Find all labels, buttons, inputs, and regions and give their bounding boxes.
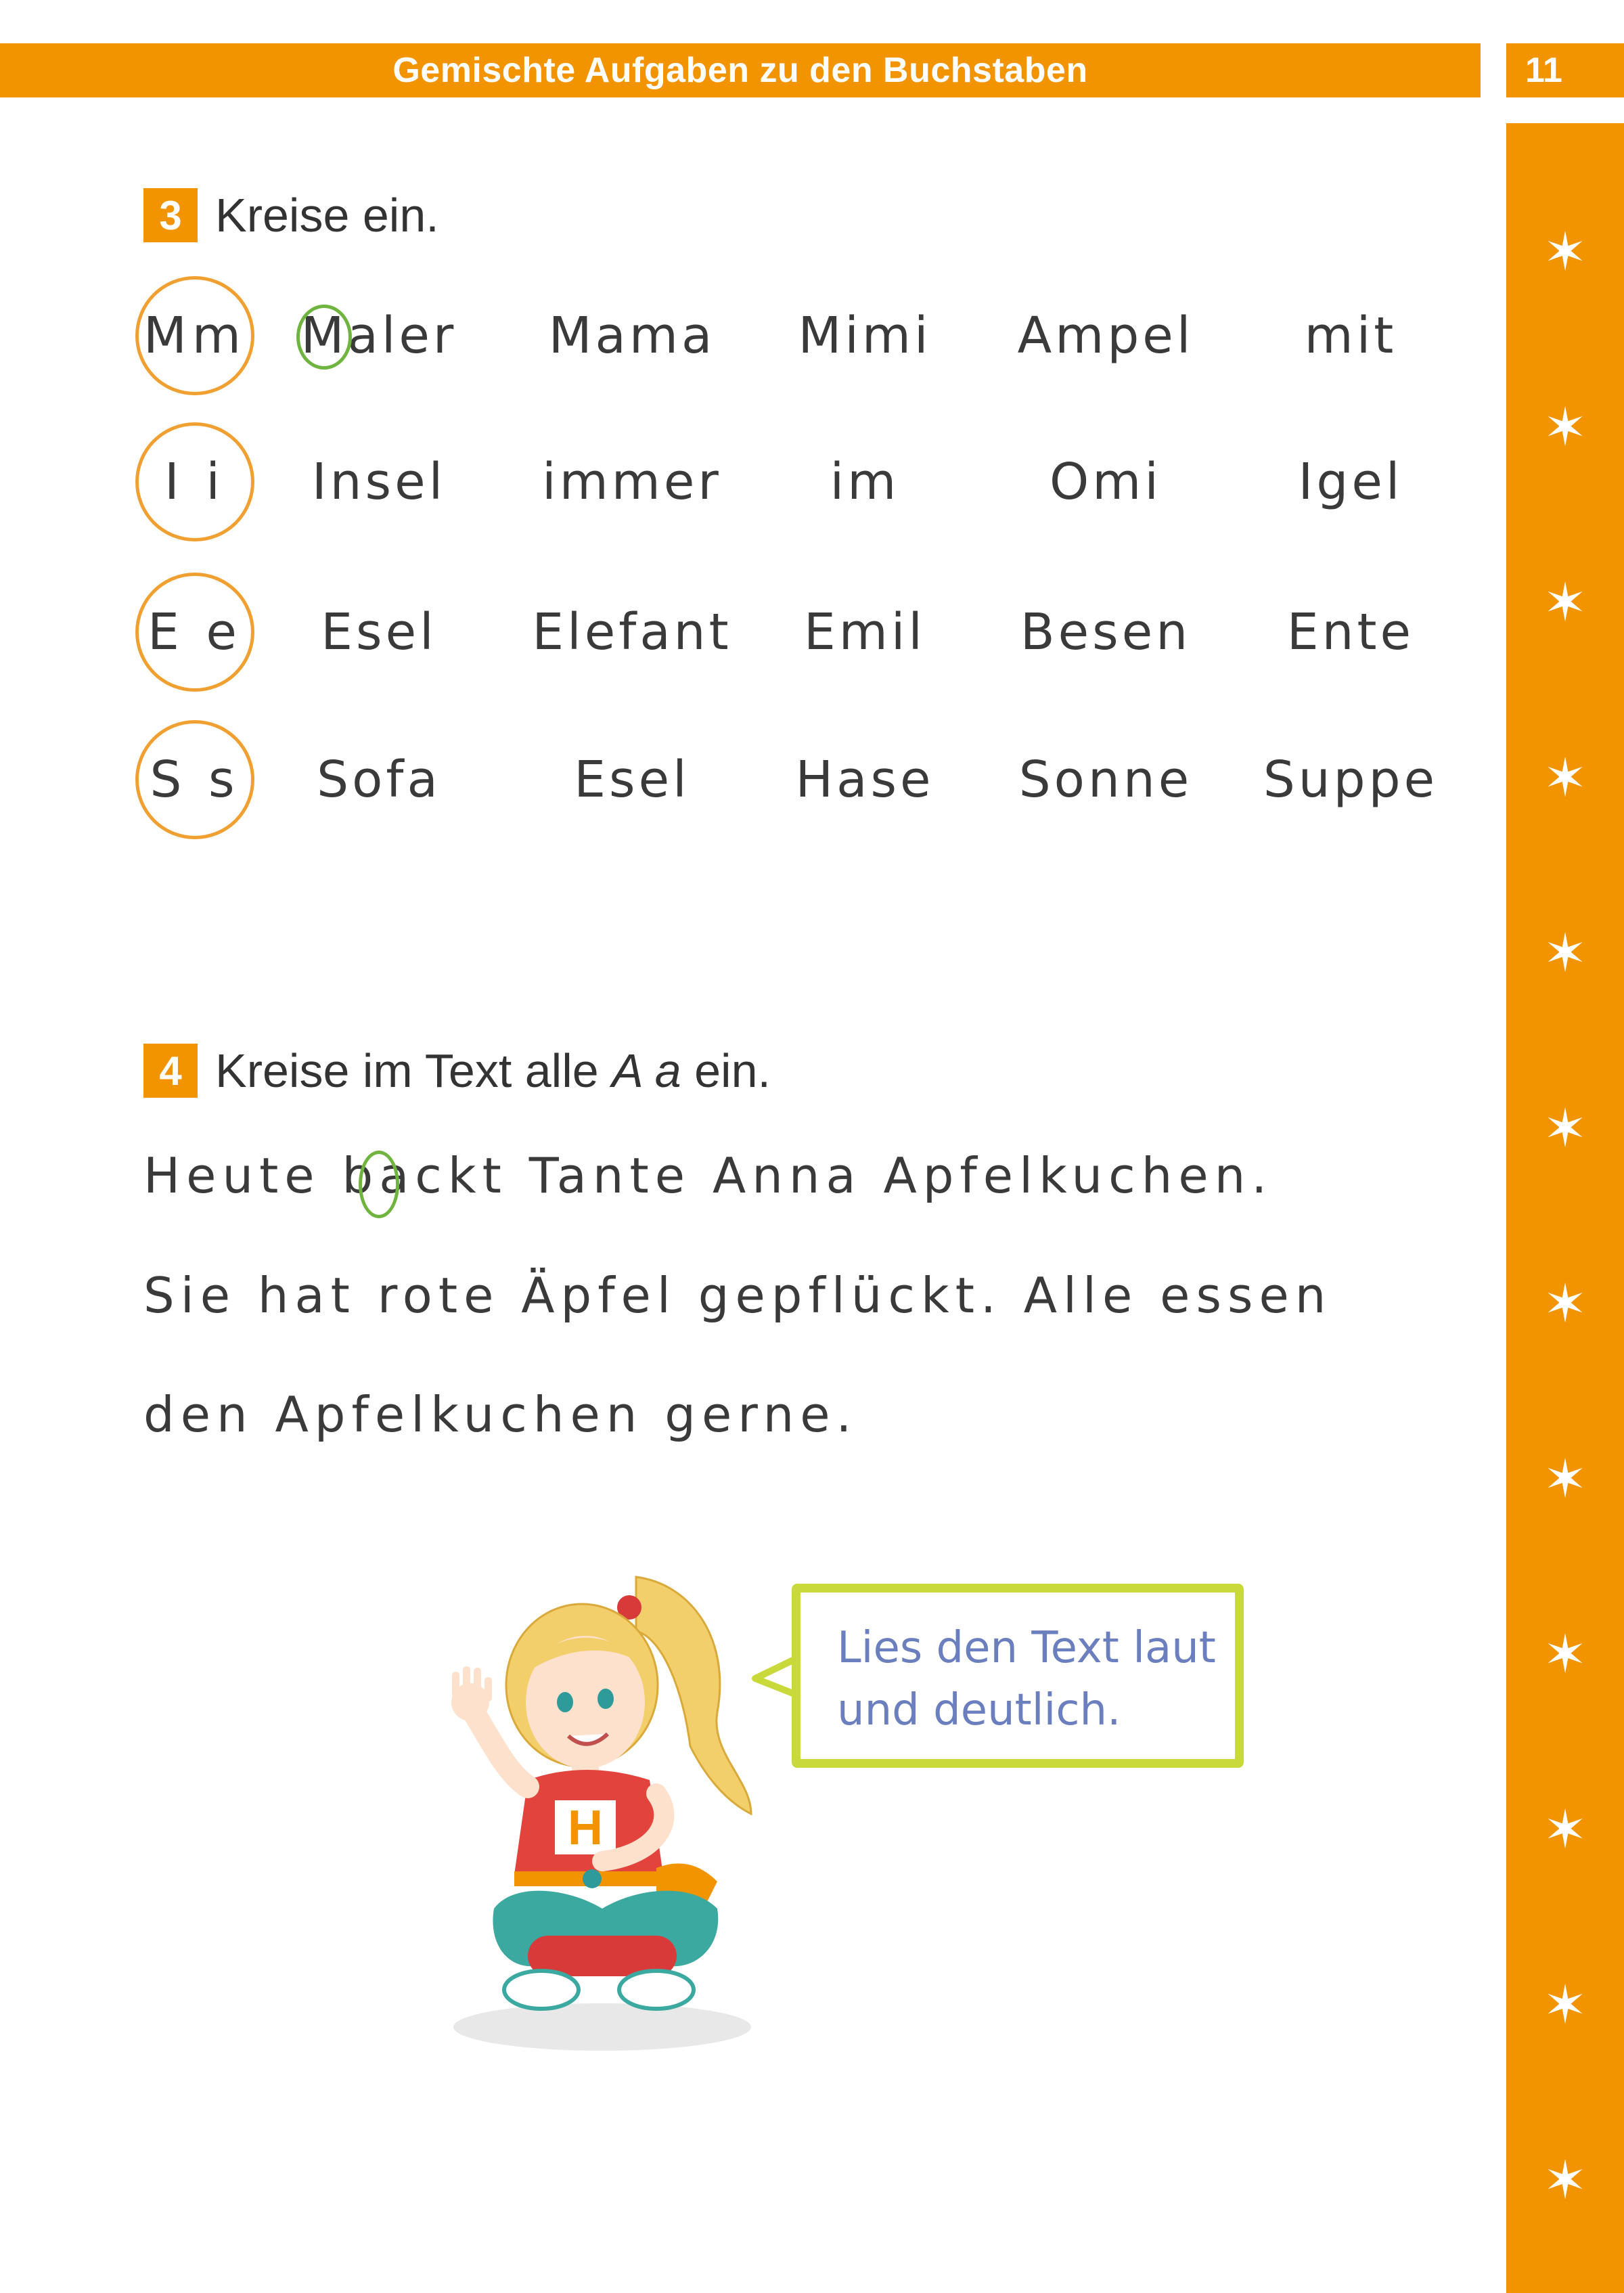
letter-circle[interactable]: I i [135,422,254,541]
example-circle-mark [296,305,352,370]
speech-bubble [792,1584,1244,1768]
star-sidebar [1506,123,1624,2293]
word-item[interactable]: Emil [804,603,926,661]
word-item[interactable]: Ente [1286,603,1415,661]
word-item[interactable]: immer [542,453,722,511]
task-instruction: Kreise im Text alle A a ein. [215,1044,771,1097]
star-icon: ✶ [1543,923,1587,984]
page-number-box [1506,43,1624,97]
word-item[interactable]: Suppe [1263,751,1439,809]
star-icon: ✶ [1543,573,1587,633]
reading-line-3[interactable]: den Apfelkuchen gerne. [143,1386,858,1443]
speech-bubble-line: und deutlich. [837,1685,1121,1735]
star-icon: ✶ [1543,1274,1587,1335]
task-3-heading [143,188,439,242]
word-item[interactable]: mit [1304,307,1397,365]
word-item[interactable]: Elefant [532,603,732,661]
word-item[interactable]: Besen [1020,603,1192,661]
star-icon: ✶ [1543,222,1587,283]
word-item[interactable]: Igel [1298,453,1403,511]
page-number: 11 [1525,51,1562,90]
word-item[interactable]: Mimi [798,307,932,365]
star-icon: ✶ [1543,1800,1587,1861]
word-item[interactable]: Mama [548,307,716,365]
star-icon: ✶ [1543,1098,1587,1159]
word-item[interactable]: Ampel [1017,307,1194,365]
letter-circle[interactable]: E e [135,573,254,692]
star-icon: ✶ [1543,397,1587,458]
task-number-badge: 4 [143,1044,198,1098]
star-icon: ✶ [1543,1624,1587,1685]
star-icon: ✶ [1543,2150,1587,2211]
word-item[interactable]: Esel [574,751,690,809]
word-item[interactable]: Omi [1050,453,1162,511]
word-item[interactable]: Maler [300,307,457,365]
task-4-heading [143,1044,771,1098]
letter-row-m [0,276,1506,398]
letter-row-e [0,573,1506,694]
star-icon: ✶ [1543,748,1587,809]
word-item[interactable]: im [830,453,900,511]
page-title: Gemischte Aufgaben zu den Buchstaben [392,51,1088,90]
speech-bubble-line: Lies den Text laut [837,1623,1216,1673]
letter-row-i [0,422,1506,544]
word-item[interactable]: Insel [311,453,447,511]
word-item[interactable]: Sofa [317,751,441,809]
reading-line-1[interactable]: Heute backt Tante Anna Apfelkuchen. [143,1147,1273,1204]
word-item[interactable]: Sonne [1018,751,1193,809]
word-item[interactable]: Hase [795,751,934,809]
reading-line-2[interactable]: Sie hat rote Äpfel gepflückt. Alle essen [143,1267,1332,1324]
header-bar [0,43,1481,97]
letter-circle[interactable]: S s [135,720,254,839]
task-number-badge: 3 [143,188,198,242]
svg-text:H: H [568,1801,603,1855]
star-icon: ✶ [1543,1449,1587,1510]
girl-illustration [433,1557,812,2057]
letter-circle[interactable]: Mm [135,276,254,395]
star-icon: ✶ [1543,1975,1587,2036]
task-instruction: Kreise ein. [215,189,439,242]
letter-row-s [0,720,1506,842]
word-item[interactable]: Esel [321,603,437,661]
example-circle-mark [359,1151,399,1218]
